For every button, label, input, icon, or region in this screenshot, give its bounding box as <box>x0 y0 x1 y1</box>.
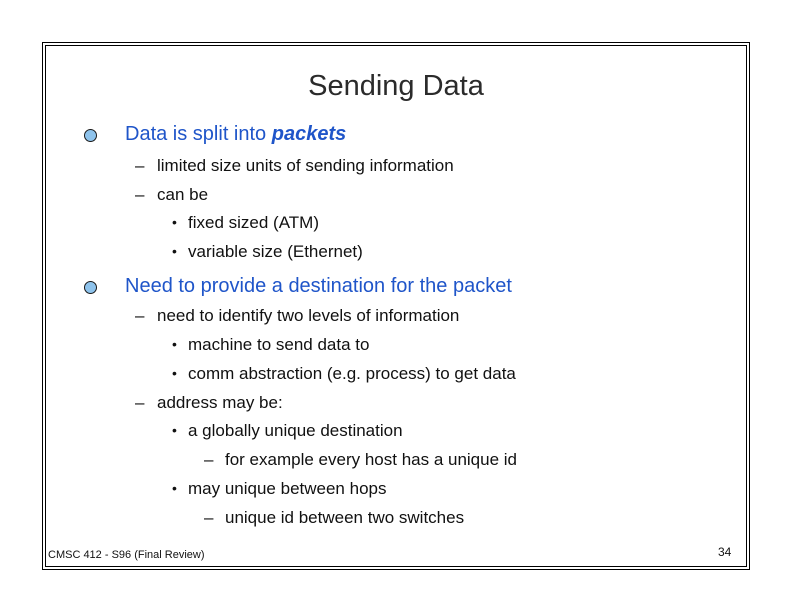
dash-icon: – <box>135 393 145 412</box>
bullet-2-sub-1-item-1: machine to send data to <box>188 335 370 354</box>
dot-icon: • <box>172 480 177 496</box>
bullet-1-sub-2-item-1: fixed sized (ATM) <box>188 213 319 232</box>
bullet-2-sub-2: address may be: <box>157 393 283 412</box>
dash-icon: – <box>135 156 145 175</box>
bullet-2-sub-2-item-1: a globally unique destination <box>188 421 403 440</box>
bullet-1-sub-1: limited size units of sending information <box>157 156 454 175</box>
page-number: 34 <box>718 545 732 559</box>
bullet-1 <box>125 123 346 146</box>
dash-icon: – <box>135 185 145 204</box>
footer-course: CMSC 412 - S96 (Final Review) <box>48 549 205 561</box>
dot-icon: • <box>172 243 177 259</box>
slide-title: Sending Data <box>308 70 484 102</box>
dot-icon: • <box>172 214 177 230</box>
bullet-2-sub-2-item-2: may unique between hops <box>188 479 387 498</box>
dot-icon: • <box>172 365 177 381</box>
bullet-1-text: Data is split into <box>125 123 272 145</box>
dash-icon: – <box>204 450 214 469</box>
bullet-2-sub-1-item-2: comm abstraction (e.g. process) to get data <box>188 364 516 383</box>
bullet-circle-icon <box>84 129 97 142</box>
bullet-1-emphasis: packets <box>271 123 347 145</box>
dash-icon: – <box>135 306 145 325</box>
dash-icon: – <box>204 508 214 527</box>
bullet-1-sub-2: can be <box>157 185 209 204</box>
dot-icon: • <box>172 422 177 438</box>
bullet-2: Need to provide a destination for the packet <box>125 275 512 297</box>
bullet-1-sub-2-item-2: variable size (Ethernet) <box>188 242 363 261</box>
dot-icon: • <box>172 336 177 352</box>
bullet-2-sub-1: need to identify two levels of information <box>157 306 460 325</box>
bullet-circle-icon <box>84 281 97 294</box>
bullet-2-sub-2-item-2-detail: unique id between two switches <box>225 508 465 527</box>
bullet-2-sub-2-item-1-detail: for example every host has a unique id <box>225 450 518 469</box>
